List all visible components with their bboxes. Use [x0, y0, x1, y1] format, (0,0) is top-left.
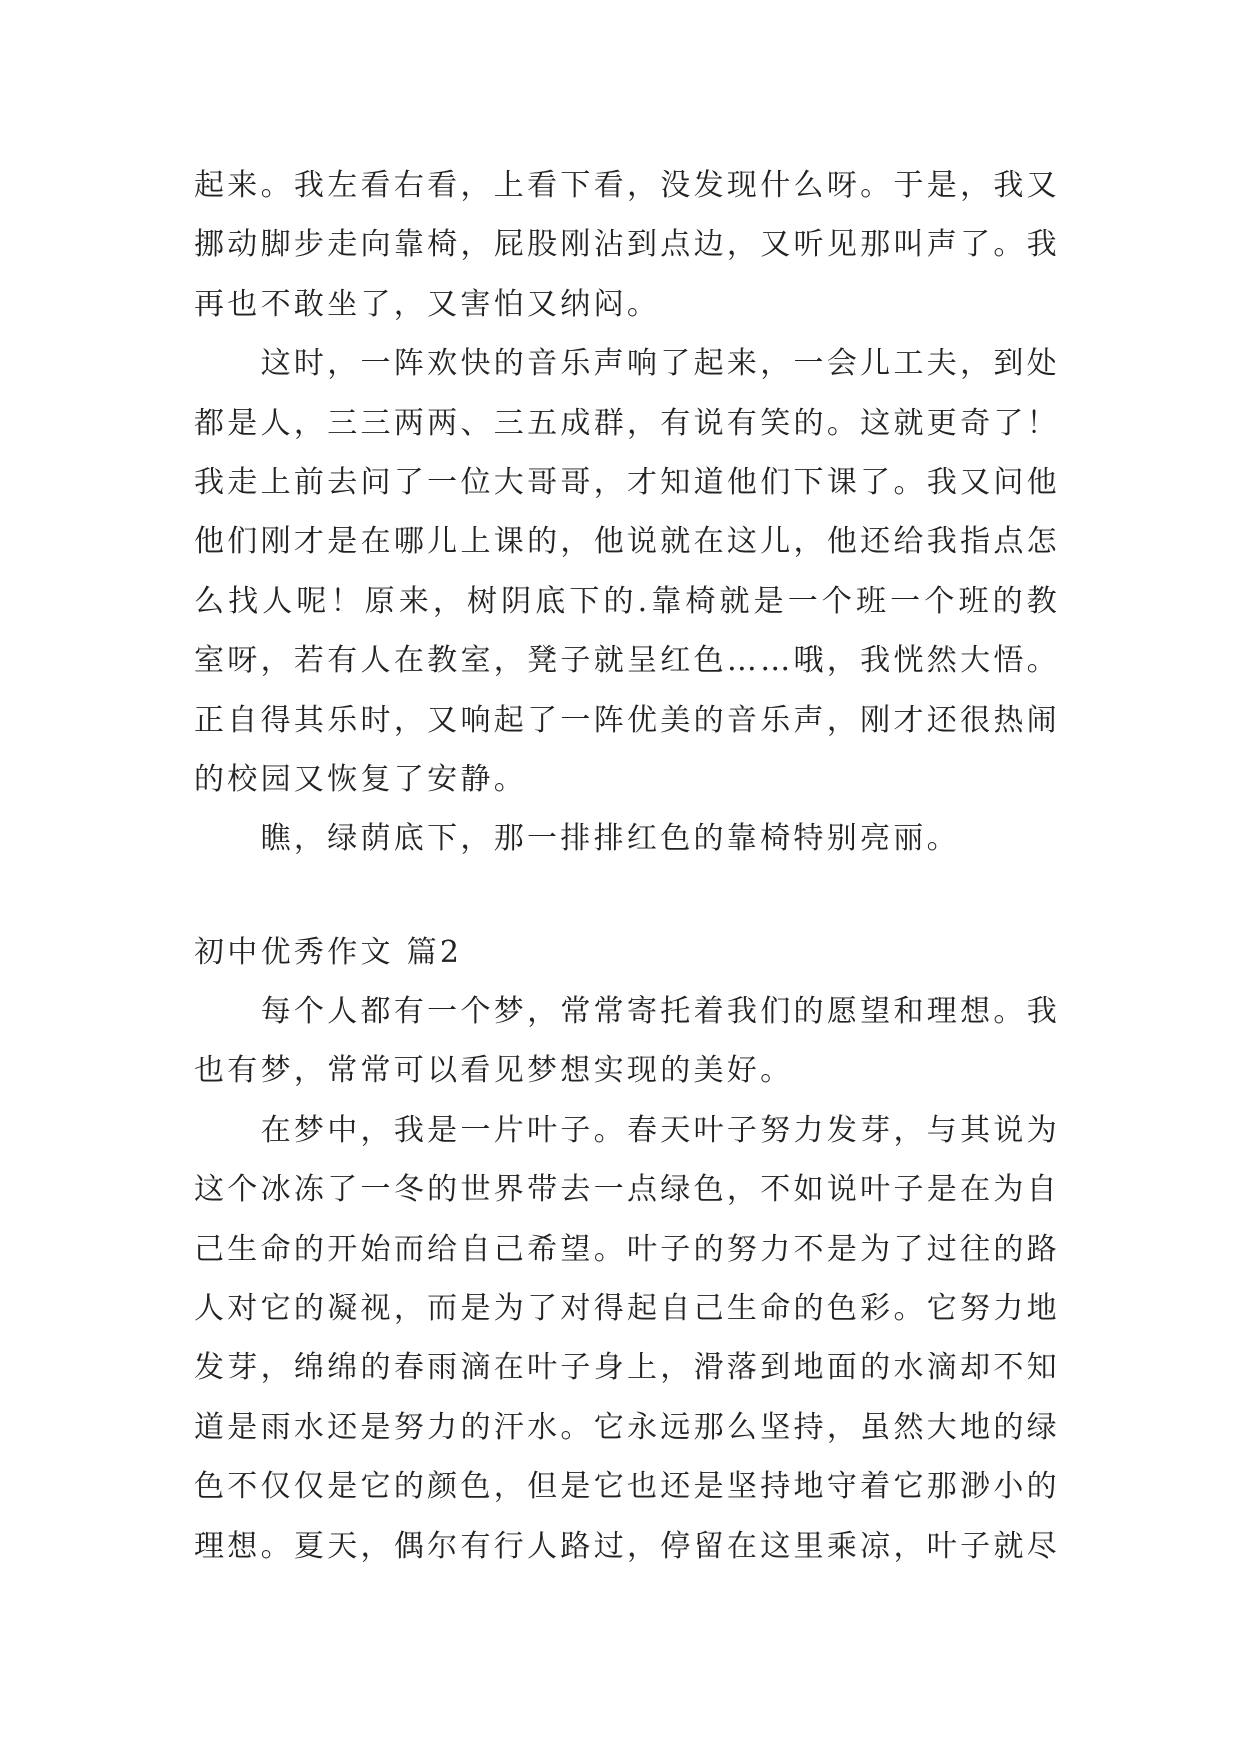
text-line: 理想。夏天，偶尔有行人路过，停留在这里乘凉，叶子就尽 [194, 1528, 1060, 1564]
text-line: 都是人，三三两两、三五成群，有说有笑的。这就更奇了！ [194, 405, 1060, 441]
text-line: 己生命的开始而给自己希望。叶子的努力不是为了过往的路 [194, 1231, 1060, 1267]
section-heading: 初中优秀作文 篇2 [194, 934, 463, 970]
text-line: 瞧，绿荫底下，那一排排红色的靠椅特别亮丽。 [260, 821, 960, 857]
text-line: 这时，一阵欢快的音乐声响了起来，一会儿工夫，到处 [260, 346, 1060, 382]
text-line: 再也不敢坐了，又害怕又纳闷。 [194, 286, 661, 322]
document-body [194, 156, 1060, 1576]
text-line: 正自得其乐时，又响起了一阵优美的音乐声，刚才还很热闹 [194, 702, 1060, 738]
text-line: 发芽，绵绵的春雨滴在叶子身上，滑落到地面的水滴却不知 [194, 1350, 1060, 1386]
text-line: 色不仅仅是它的颜色，但是它也还是坚持地守着它那渺小的 [194, 1469, 1060, 1505]
text-line: 么找人呢！原来，树阴底下的.靠椅就是一个班一个班的教 [194, 583, 1060, 619]
paragraph-dream-intro [194, 982, 1060, 1101]
text-line: 也有梦，常常可以看见梦想实现的美好。 [194, 1053, 794, 1089]
paragraph-bell-rings [194, 334, 1060, 809]
text-line: 挪动脚步走向靠椅，屁股刚沾到点边，又听见那叫声了。我 [194, 227, 1060, 263]
paragraph-closing [194, 809, 1060, 868]
text-line: 这个冰冻了一冬的世界带去一点绿色，不如说叶子是在为自 [194, 1172, 1060, 1208]
text-line: 他们刚才是在哪儿上课的，他说就在这儿，他还给我指点怎 [194, 524, 1060, 560]
text-line: 道是雨水还是努力的汗水。它永远那么坚持，虽然大地的绿 [194, 1409, 1060, 1445]
text-line: 人对它的凝视，而是为了对得起自己生命的色彩。它努力地 [194, 1291, 1060, 1327]
text-line: 每个人都有一个梦，常常寄托着我们的愿望和理想。我 [260, 994, 1060, 1030]
paragraph-leaf-dream [194, 1101, 1060, 1576]
text-line: 起来。我左看右看，上看下看，没发现什么呀。于是，我又 [194, 168, 1060, 203]
text-line: 的校园又恢复了安静。 [194, 761, 527, 797]
text-line: 室呀，若有人在教室，凳子就呈红色……哦，我恍然大悟。 [194, 643, 1060, 679]
paragraph-continuation [194, 156, 1060, 334]
text-line: 我走上前去问了一位大哥哥，才知道他们下课了。我又问他 [194, 464, 1060, 500]
text-line: 在梦中，我是一片叶子。春天叶子努力发芽，与其说为 [260, 1112, 1060, 1148]
